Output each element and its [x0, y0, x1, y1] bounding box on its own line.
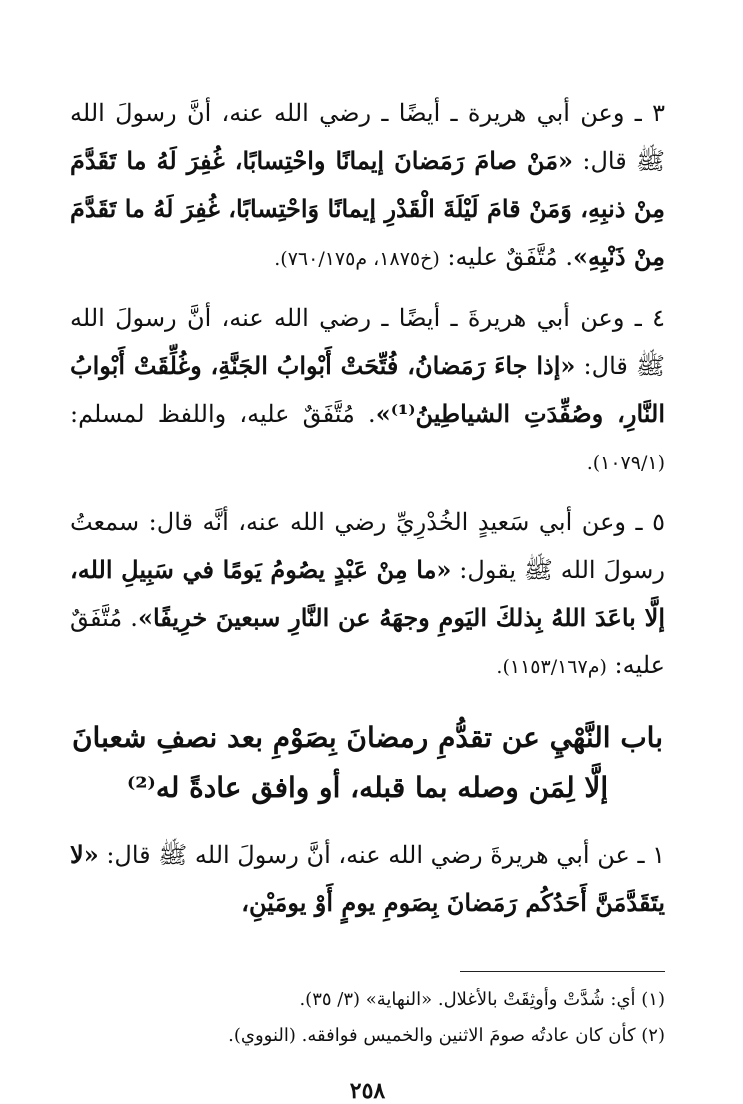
chapter-heading-line-1: باب النَّهْيِ عن تقدُّمِ رمضانَ بِصَوْمِ بعد نصفِ شعبانَ — [71, 721, 664, 754]
hadith-text: «مَنْ صامَ رَمَضانَ إيمانًا واحْتِسابًا، غُفِرَ لَهُ ما تَقَدَّمَ مِنْ ذنبِهِ، وَمَنْ قامَ لَيْلَةَ الْقَدْرِ إيمانًا وَاحْتِسابًا، غُفِرَ لَهُ ما تَقَدَّمَ مِنْ ذَنْبِهِ» — [70, 146, 665, 271]
page-number: ٢٥٨ — [349, 1078, 386, 1104]
hadith-text: «ما مِنْ عَبْدٍ يصُومُ يَومًا في سَبِيلِ الله، إلَّا باعَدَ اللهُ بِذلكَ اليَومِ وجهَهُ عن النَّارِ سبعينَ خرِيفًا» — [70, 555, 665, 632]
hadith-1 — [70, 831, 665, 927]
hadith-grading: . مُتَّفَقٌ عليه، واللفظ لمسلم: — [70, 400, 376, 428]
hadith-intro: ١ ـ عن أبي هريرةَ رضي الله عنه، أنَّ رسولَ الله ﷺ قال: — [98, 841, 665, 869]
hadith-intro: ٤ ـ وعن أبي هريرةَ ـ أيضًا ـ رضي الله عنه، أنَّ رسولَ الله ﷺ قال: — [70, 304, 665, 380]
hadith-3 — [70, 90, 665, 283]
hadith-4 — [70, 295, 665, 487]
hadith-5 — [70, 499, 665, 691]
chapter-heading — [70, 713, 665, 813]
footnote-divider — [460, 971, 665, 972]
hadith-intro: ٣ ـ وعن أبي هريرة ـ أيضًا ـ رضي الله عنه، أنَّ رسولَ الله ﷺ قال: — [70, 99, 665, 175]
hadith-grading: . مُتَّفَقٌ عليه: — [70, 604, 665, 679]
footnote-2: (٢) كأن كان عادتُه صومَ الاثنين والخميس فوافقه. (النووي). — [228, 1025, 665, 1046]
hadith-intro: ٥ ـ وعن أبي سَعيدٍ الخُدْرِيِّ رضي الله عنه، أنَّه قال: سمعتُ رسولَ الله ﷺ يقول: — [70, 508, 666, 584]
hadith-reference: (خ١٨٧٥، م٧٦٠/١٧٥). — [274, 248, 440, 270]
chapter-heading-line-2: إلَّا لِمَن وصله بما قبله، أو وافق عادةً له⁽²⁾ — [126, 771, 609, 804]
hadith-reference: (١٠٧٩/١). — [586, 452, 665, 474]
hadith-grading: . مُتَّفَقٌ عليه: — [439, 243, 574, 271]
hadith-text: «لا يتَقَدَّمَنَّ أَحَدُكُم رَمَضانَ بِصَومِ يومٍ أَوْ يومَيْنِ، — [70, 840, 665, 917]
hadith-reference: (م١١٥٣/١٦٧). — [496, 656, 607, 678]
hadith-text: «إذا جاءَ رَمَضانُ، فُتِّحَتْ أَبْوابُ الجَنَّةِ، وغُلِّقَتْ أَبْوابُ النَّارِ، وصُفِّدَتِ الشياطِينُ⁽¹⁾» — [70, 351, 666, 428]
footnote-1: (١) أي: شُدَّتْ وأوثِقَتْ بالأغلال. «النهاية» (٣/ ٣٥). — [299, 989, 665, 1010]
